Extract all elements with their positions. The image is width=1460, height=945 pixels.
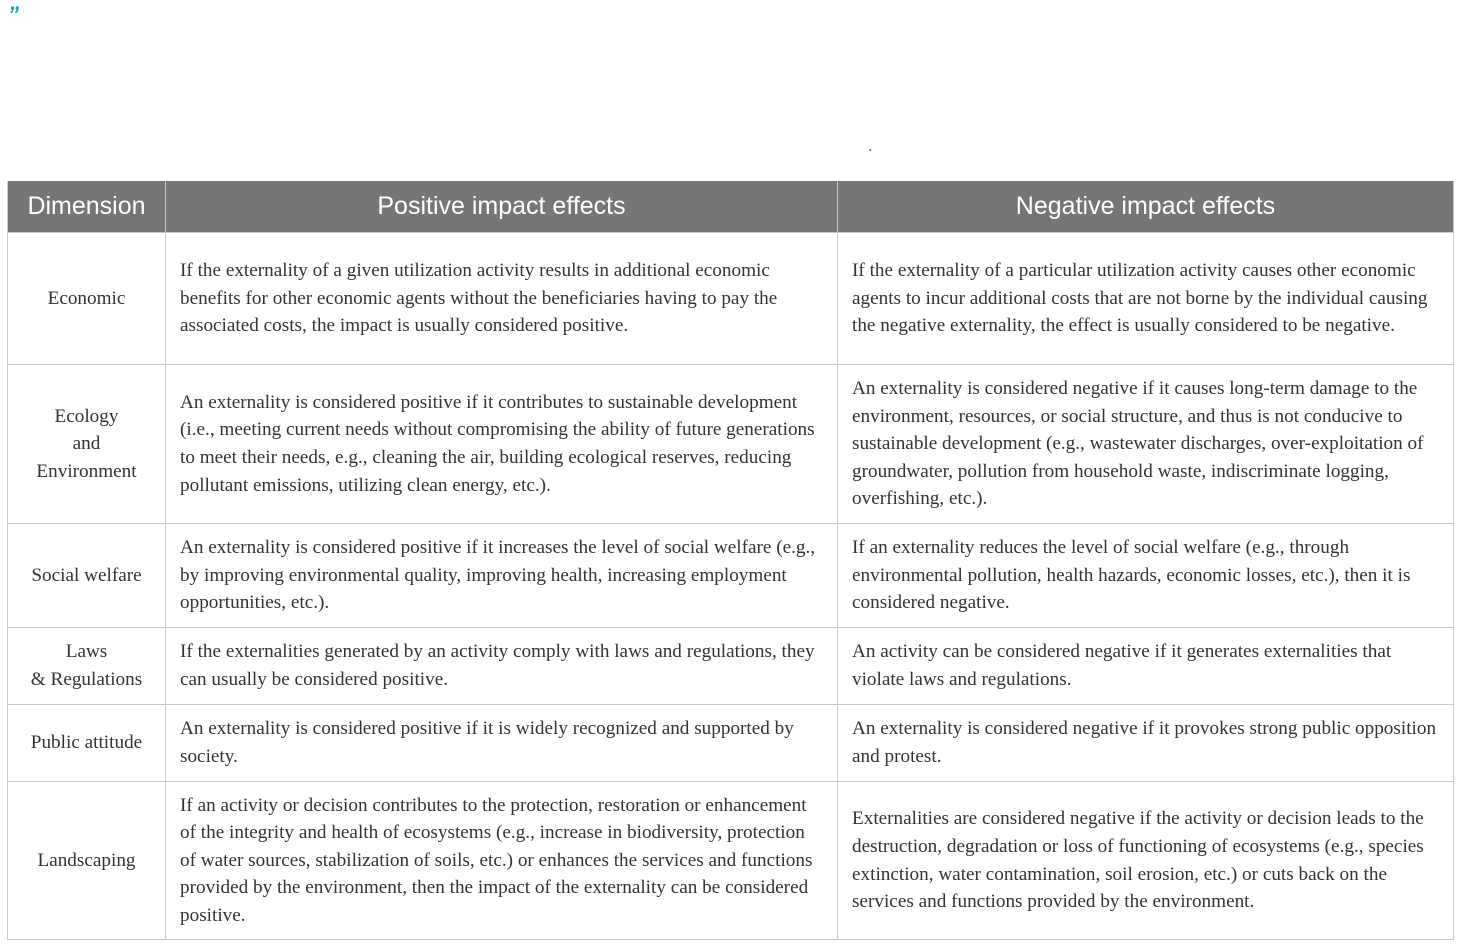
table-row [8, 233, 1454, 365]
positive-cell: If the externalities generated by an activity comply with laws and regulations, they can usually be considered positive. [166, 628, 838, 705]
positive-cell: An externality is considered positive if it increases the level of social welfare (e.g., by improving environmental quality, improving health, increasing employment opportunities, etc.). [166, 524, 838, 628]
dimension-line: Laws & Regulations [30, 641, 143, 690]
header-negative: Negative impact effects [838, 181, 1454, 233]
dimension-cell [8, 628, 166, 705]
table-row [8, 705, 1454, 782]
positive-cell: An externality is considered positive if it contributes to sustainable development (i.e., meeting current needs without compromising the ability of future generations to meet their needs, e.g., cleaning the air, building ecological reserves, reducing pollutant emissions, utilizing clean energy, etc.). [166, 365, 838, 524]
table-row [8, 365, 1454, 524]
dimension-cell: Public attitude [8, 705, 166, 782]
dimension-cell: Social welfare [8, 524, 166, 628]
table-header-row [8, 181, 1454, 233]
negative-cell: Externalities are considered negative if the activity or decision leads to the destruction, degradation or loss of functioning of ecosystems (e.g., species extinction, water contamination, soil erosion, etc.) or cuts back on the services and functions provided by the environment. [838, 782, 1454, 940]
table-row [8, 628, 1454, 705]
stray-dot: . [868, 135, 873, 155]
table-row [8, 782, 1454, 940]
externality-table [7, 181, 1454, 940]
quote-mark-icon: ” [8, 2, 19, 27]
negative-cell: An externality is considered negative if it causes long-term damage to the environment, resources, or social structure, and thus is not conducive to sustainable development (e.g., wastewater discharges, over-exploitation of groundwater, pollution from household waste, indiscriminate logging, overfishing, etc.). [838, 365, 1454, 524]
dimension-cell: Landscaping [8, 782, 166, 940]
header-positive: Positive impact effects [166, 181, 838, 233]
header-dimension: Dimension [8, 181, 166, 233]
dimension-cell [8, 365, 166, 524]
positive-cell: If the externality of a given utilization activity results in additional economic benefits for other economic agents without the beneficiaries having to pay the associated costs, the impact is usually considered positive. [166, 233, 838, 365]
dimension-line: Ecology and Environment [36, 405, 137, 482]
dimension-cell: Economic [8, 233, 166, 365]
negative-cell: If an externality reduces the level of social welfare (e.g., through environmental pollution, health hazards, economic losses, etc.), then it is considered negative. [838, 524, 1454, 628]
negative-cell: If the externality of a particular utilization activity causes other economic agents to incur additional costs that are not borne by the individual causing the negative externality, the effect is usually considered to be negative. [838, 233, 1454, 365]
positive-cell: An externality is considered positive if it is widely recognized and supported by society. [166, 705, 838, 782]
negative-cell: An activity can be considered negative if it generates externalities that violate laws and regulations. [838, 628, 1454, 705]
negative-cell: An externality is considered negative if it provokes strong public opposition and protest. [838, 705, 1454, 782]
table-row [8, 524, 1454, 628]
positive-cell: If an activity or decision contributes to the protection, restoration or enhancement of the integrity and health of ecosystems (e.g., increase in biodiversity, protection of water sources, stabilization of soils, etc.) or enhances the services and functions provided by the environment, then the impact of the externality can be considered positive. [166, 782, 838, 940]
